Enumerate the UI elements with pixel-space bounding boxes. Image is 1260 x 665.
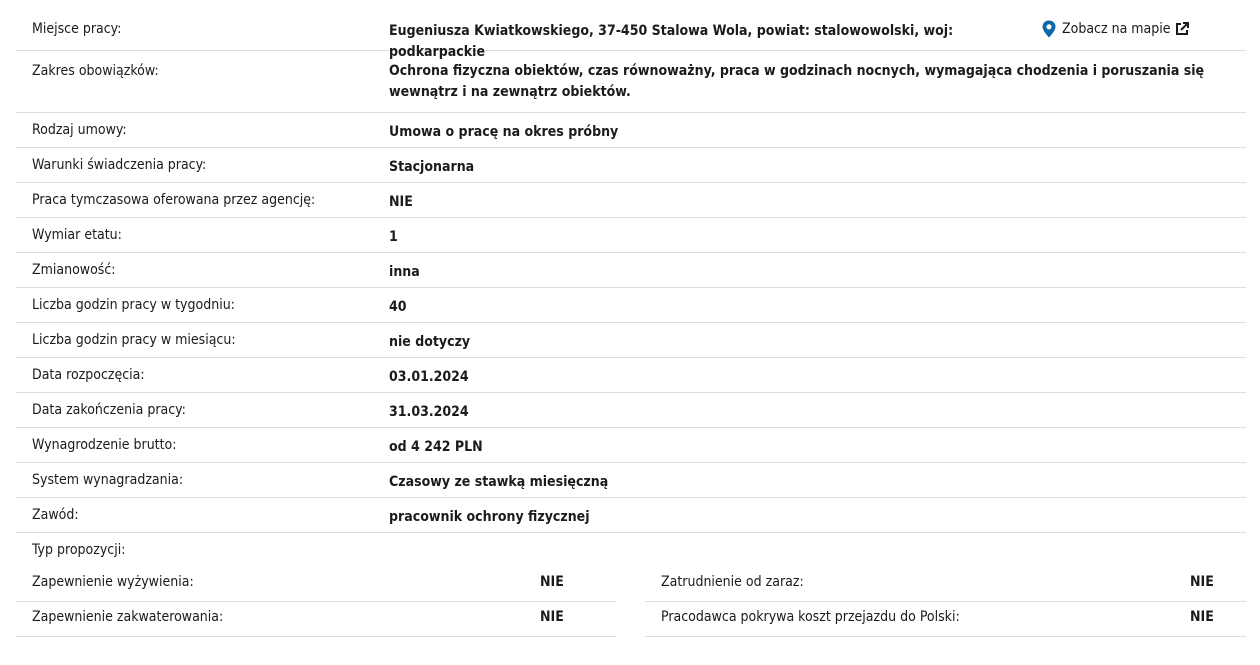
detail-label: Wymiar etatu: [32,227,122,243]
detail-row-end-date [16,393,1246,428]
map-pin-icon [1041,20,1057,38]
detail-value: nie dotyczy [389,334,471,350]
proposal-value: NIE [540,609,564,625]
detail-label: Miejsce pracy: [32,21,122,37]
proposal-row-travel-cost [645,602,1246,637]
detail-row-work-time [16,218,1246,253]
detail-label: System wynagradzania: [32,472,184,488]
detail-label: Data zakończenia pracy: [32,402,186,418]
detail-value: 40 [389,299,407,315]
detail-label: Zakres obowiązków: [32,63,159,79]
proposal-label: Zatrudnienie od zaraz: [661,574,804,590]
proposal-row-accommodation [16,602,616,637]
detail-row-temporary-work [16,183,1246,218]
show-on-map-link[interactable] [1041,20,1189,38]
detail-label: Zawód: [32,507,79,523]
detail-value: 03.01.2024 [389,369,469,385]
detail-value: Czasowy ze stawką miesięczną [389,474,609,490]
detail-value: od 4 242 PLN [389,439,483,455]
detail-label: Wynagrodzenie brutto: [32,437,177,453]
detail-row-weekly-hours [16,288,1246,323]
proposal-value: NIE [540,574,564,590]
detail-row-location [16,14,1246,60]
proposal-row-immediate [645,567,1246,602]
detail-value: Stacjonarna [389,159,475,175]
proposal-label: Zapewnienie wyżywienia: [32,574,194,590]
proposal-value: NIE [1190,574,1214,590]
detail-label: Liczba godzin pracy w tygodniu: [32,297,235,313]
detail-value: Eugeniusza Kwiatkowskiego, 37-450 Stalowa Wola, powiat: stalowowolski, woj: podkarpackie [389,23,954,60]
detail-value: NIE [389,194,413,210]
detail-row-duties [16,51,1246,113]
proposal-label: Zapewnienie zakwaterowania: [32,609,224,625]
detail-row-salary [16,428,1246,463]
proposal-row-food [16,567,616,602]
detail-row-start-date [16,358,1246,393]
job-details-table [16,14,1246,637]
detail-value: Umowa o pracę na okres próbny [389,124,619,140]
detail-row-contract-type [16,113,1246,148]
detail-row-pay-system [16,463,1246,498]
detail-value: Ochrona fizyczna obiektów, czas równoważny, praca w godzinach nocnych, wymagająca chodzenia i poruszania się wewnątrz i na zewnątrz obiektów. [389,63,1205,100]
detail-label: Zmianowość: [32,262,116,278]
detail-label: Data rozpoczęcia: [32,367,145,383]
detail-value: 31.03.2024 [389,404,469,420]
proposal-grid [16,567,1246,637]
proposal-label: Pracodawca pokrywa koszt przejazdu do Polski: [661,609,960,625]
proposal-value: NIE [1190,609,1214,625]
detail-row-shifts [16,253,1246,288]
detail-label: Liczba godzin pracy w miesiącu: [32,332,236,348]
detail-label: Warunki świadczenia pracy: [32,157,207,173]
detail-row-work-conditions [16,148,1246,183]
detail-label: Praca tymczasowa oferowana przez agencję: [32,192,316,208]
detail-row-monthly-hours [16,323,1246,358]
detail-value: inna [389,264,420,280]
map-link-label: Zobacz na mapie [1062,21,1171,37]
external-link-icon [1175,22,1189,36]
proposal-column-left [16,567,616,637]
detail-value: 1 [389,229,398,245]
detail-value: pracownik ochrony fizycznej [389,509,590,525]
proposal-type-label: Typ propozycji: [32,542,126,558]
detail-row-occupation [16,498,1246,533]
detail-label: Rodzaj umowy: [32,122,127,138]
proposal-column-right [645,567,1246,637]
